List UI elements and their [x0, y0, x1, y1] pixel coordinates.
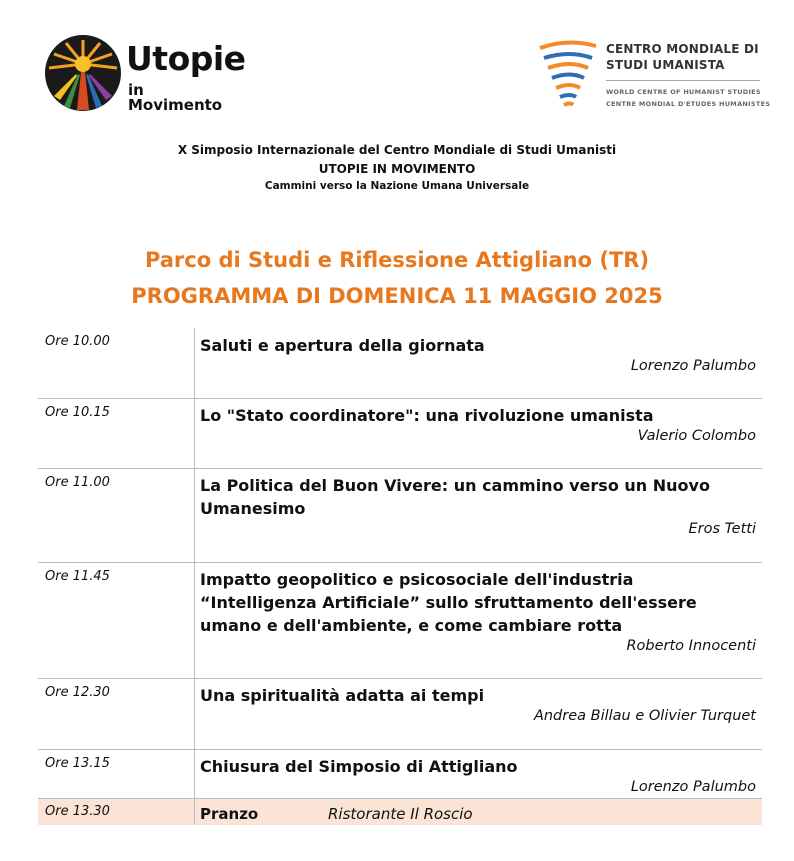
schedule-row — [38, 328, 762, 399]
spiral-icon — [534, 38, 602, 108]
logo-text-line3: WORLD CENTRE OF HUMANIST STUDIES — [606, 88, 761, 96]
row-title-line2: Umanesimo — [200, 499, 306, 518]
row-time: Ore 10.15 — [45, 405, 110, 420]
column-divider — [194, 563, 195, 678]
utopie-logo — [44, 34, 246, 114]
schedule-row — [38, 750, 762, 799]
row-title-line3: umano e dell'ambiente, e come cambiare rotta — [200, 616, 623, 635]
row-title: Chiusura del Simposio di Attigliano — [200, 757, 518, 776]
logo-word-utopie: Utopie — [126, 39, 246, 78]
column-divider — [194, 328, 195, 398]
row-speaker: Valerio Colombo — [637, 428, 756, 444]
row-speaker: Lorenzo Palumbo — [630, 779, 756, 795]
column-divider — [194, 750, 195, 798]
logo-text-line2: STUDI UMANISTA — [606, 58, 725, 72]
row-title: Una spiritualità adatta ai tempi — [200, 686, 485, 705]
symposium-title: X Simposio Internazionale del Centro Mondiale di Studi Umanisti — [177, 143, 617, 157]
schedule-row — [38, 563, 762, 679]
row-title: Saluti e apertura della giornata — [200, 336, 485, 355]
sunburst-road-icon — [44, 34, 122, 112]
row-title-line1: Impatto geopolitico e psicosociale dell'industria — [200, 570, 634, 589]
row-place: Ristorante Il Roscio — [328, 805, 473, 823]
schedule-row-lunch — [38, 799, 762, 825]
program-title: PROGRAMMA DI DOMENICA 11 MAGGIO 2025 — [131, 284, 663, 308]
logo-word-movimento: in Movimento — [128, 81, 223, 114]
logo-text-line4: CENTRE MONDIAL D'ETUDES HUMANISTES — [606, 100, 771, 108]
venue-title: Parco di Studi e Riflessione Attigliano (TR) — [144, 248, 650, 272]
row-time: Ore 13.30 — [45, 804, 110, 819]
centro-mondiale-logo — [534, 38, 771, 118]
column-divider — [194, 399, 195, 468]
row-time: Ore 13.15 — [45, 756, 110, 771]
schedule-row — [38, 679, 762, 750]
row-speaker: Andrea Billau e Olivier Turquet — [533, 708, 756, 724]
row-time: Ore 12.30 — [45, 685, 110, 700]
logo-divider — [606, 80, 760, 81]
column-divider — [194, 679, 195, 749]
schedule-row — [38, 469, 762, 563]
row-title: Pranzo — [200, 805, 259, 823]
symposium-subtitle: Cammini verso la Nazione Umana Universale — [264, 180, 530, 192]
schedule-row — [38, 399, 762, 469]
row-time: Ore 10.00 — [45, 334, 110, 349]
row-title-line1: La Politica del Buon Vivere: un cammino verso un Nuovo — [200, 476, 710, 495]
row-title-line2: “Intelligenza Artificiale” sullo sfruttamento dell'essere — [200, 593, 697, 612]
row-speaker: Roberto Innocenti — [626, 638, 756, 654]
column-divider — [194, 469, 195, 562]
row-time: Ore 11.00 — [45, 475, 110, 490]
column-divider — [194, 799, 195, 825]
symposium-name: UTOPIE IN MOVIMENTO — [318, 162, 476, 176]
row-title: Lo "Stato coordinatore": una rivoluzione umanista — [200, 406, 654, 425]
logo-text-line1: CENTRO MONDIALE DI — [606, 42, 759, 56]
schedule-table — [38, 328, 762, 825]
row-speaker: Lorenzo Palumbo — [630, 358, 756, 374]
row-speaker: Eros Tetti — [688, 521, 756, 537]
row-time: Ore 11.45 — [45, 569, 110, 584]
